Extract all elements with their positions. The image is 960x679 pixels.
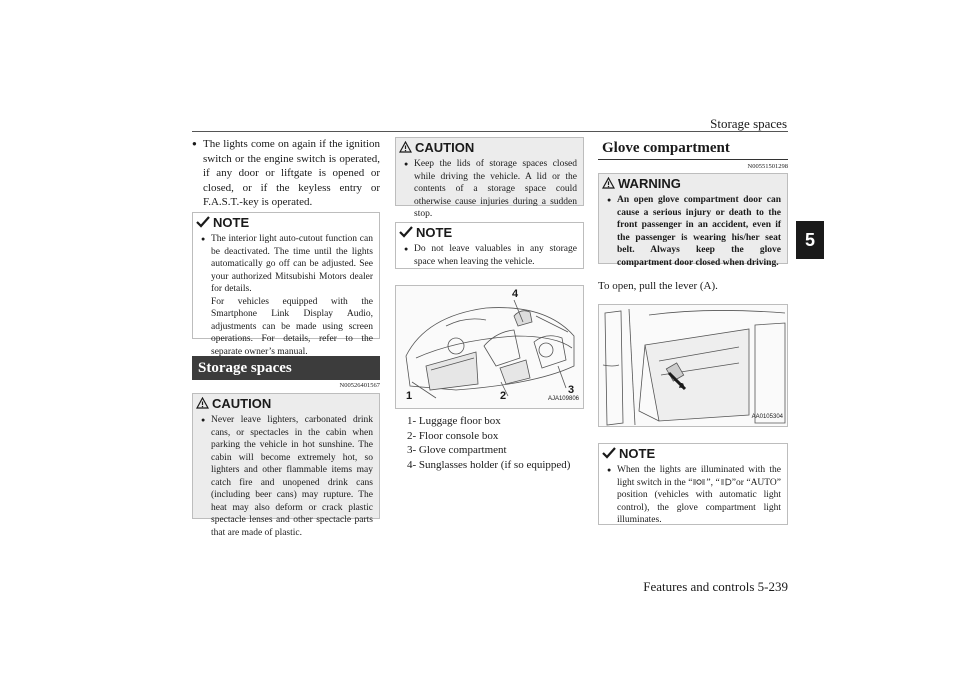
warning-label: WARNING (618, 175, 681, 191)
note-label: NOTE (619, 445, 656, 461)
vehicle-interior-illustration (396, 286, 584, 409)
caution-label: CAUTION (415, 139, 475, 155)
note-text-1: ● The interior light auto-cutout function can be deactivated. The time until the lights automatically go off can be adjusted. See your authorized Mitsubishi Motors dealer for details. (201, 233, 373, 296)
legend-item: 3- Glove compartment (407, 444, 507, 456)
note-label: NOTE (213, 214, 250, 230)
section-code: N00551501298 (747, 163, 788, 170)
warning-triangle-icon (196, 397, 209, 409)
header-rule (192, 131, 788, 132)
figure-code: AJA109806 (547, 396, 579, 402)
legend-item: 1- Luggage floor box (407, 415, 501, 427)
legend-item: 2- Floor console box (407, 429, 499, 442)
note-text-2: For vehicles equipped with the Smartphone Link Display Audio, adjustments can be made using screen operations. For details, refer to the separate owner’s manual. (211, 296, 373, 357)
caution-box-lids (395, 137, 584, 219)
warning-header (599, 174, 787, 192)
callout-3: 3 (568, 384, 575, 396)
intro-bullet: ● The lights come on again if the ignition switch or the engine switch is operated, if any door or liftgate is opened or closed, or if the keyless entry or F.A.S.T.-key is operated. (192, 137, 380, 210)
caution-label: CAUTION (212, 395, 272, 411)
note-header (599, 444, 787, 462)
warning-triangle-icon (602, 177, 615, 189)
note-header (396, 223, 583, 241)
note-text-prefix: When the lights are illuminated with the light switch in the “ (617, 465, 781, 488)
note-box-glove-light (598, 443, 788, 525)
instruction-text: To open, pull the lever (A). (598, 280, 718, 292)
warning-box-glove (598, 173, 788, 268)
callout-2: 2 (500, 390, 507, 402)
caution-text: ● Keep the lids of storage spaces closed while driving the vehicle. A lid or the contents of a storage space could otherwise cause injuries during a sudden stop. (404, 158, 577, 221)
page-header-title: Storage spaces (710, 116, 787, 131)
figure-storage-locations (395, 285, 584, 409)
note-header (193, 213, 379, 231)
callout-4: 4 (512, 288, 519, 300)
figure-code: AA0105304 (751, 414, 783, 420)
section-code: N00526401567 (339, 382, 380, 389)
note-label: NOTE (416, 224, 453, 240)
warning-text: ● An open glove compartment door can cause a serious injury or death to the front passenger in an accident, even if the passenger is wearing his/her seat belt. Always keep the glove compartment door closed when driving. (607, 194, 781, 269)
checkmark-icon (399, 226, 413, 238)
warning-triangle-icon (399, 141, 412, 153)
note-text-mid: ”, “ (706, 477, 720, 488)
caution-text: ● Never leave lighters, carbonated drink cans, or spectacles in the cabin when parking the vehicle in hot sunshine. The cabin will become extremely hot, so lighters and other flammable items may catch fire and unopened drink cans (including beer cans) may rupture. The heat may also deform or crack plastic spectacle lenses and other spectacle parts that are made of plastic. (201, 414, 373, 539)
page-footer: Features and controls 5-239 (643, 579, 788, 594)
checkmark-icon (602, 447, 616, 459)
headlight-icon (720, 478, 732, 486)
chapter-tab[interactable]: 5 (796, 221, 824, 259)
note-text: ● Do not leave valuables in any storage space when leaving the vehicle. (404, 243, 577, 268)
parking-light-icon (692, 478, 706, 486)
section-title-storage-spaces: Storage spaces (192, 356, 380, 380)
note-box-valuables (395, 222, 584, 269)
caution-header (396, 138, 583, 156)
callout-1: 1 (406, 390, 413, 402)
glove-compartment-illustration (599, 305, 788, 427)
callout-a: A (679, 383, 685, 390)
figure-legend (407, 414, 587, 472)
caution-box-heat (192, 393, 380, 538)
caution-header (193, 394, 379, 412)
section-title-glove-compartment: Glove compartment (598, 138, 788, 160)
note-text-suffix: ”or “AUTO” position (vehicles with automatic light control), the glove compartment light illuminates. (617, 477, 782, 525)
note-text (607, 464, 781, 527)
legend-item: 4- Sunglasses holder (if so equipped) (407, 458, 571, 471)
note-box-interior-light (192, 212, 380, 357)
checkmark-icon (196, 216, 210, 228)
figure-glove-lever (598, 304, 788, 427)
